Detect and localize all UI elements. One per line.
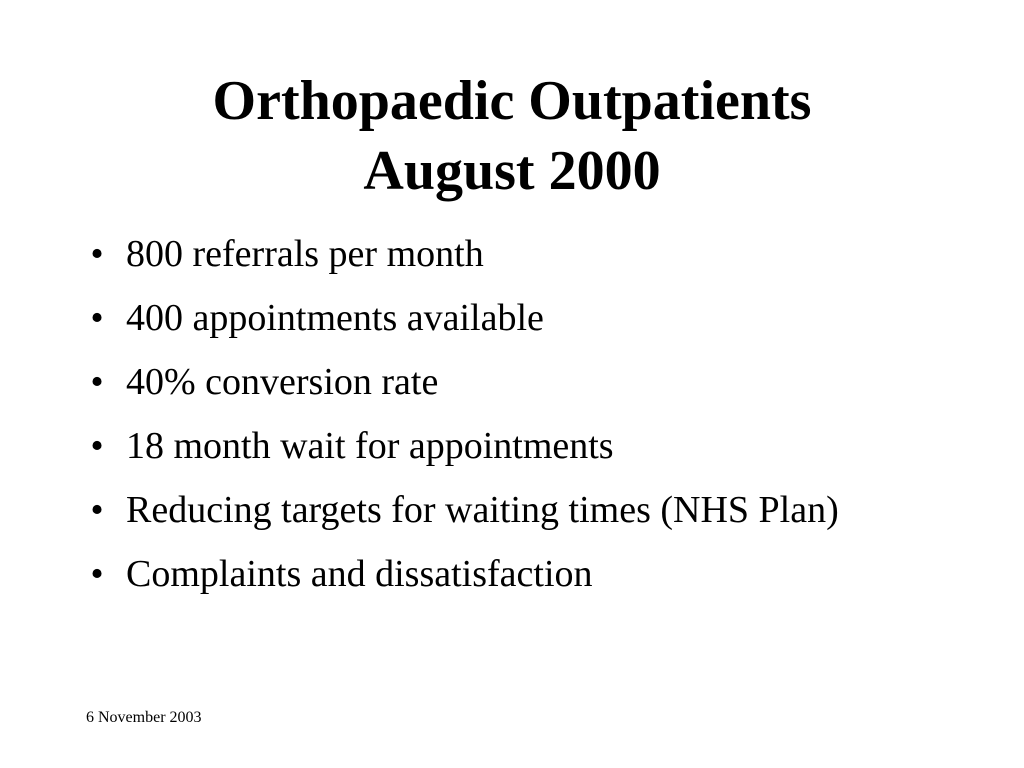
slide-title	[0, 66, 1024, 206]
bullet-text: Complaints and dissatisfaction	[126, 553, 593, 595]
bullet-list	[82, 228, 902, 612]
bullet-icon: •	[90, 233, 104, 275]
bullet-icon: •	[90, 489, 104, 531]
bullet-text: 800 referrals per month	[126, 233, 484, 275]
bullet-item	[82, 292, 902, 344]
slide-title-line-2: August 2000	[363, 140, 661, 202]
bullet-icon: •	[90, 553, 104, 595]
bullet-item	[82, 228, 902, 280]
bullet-icon: •	[90, 297, 104, 339]
bullet-icon: •	[90, 425, 104, 467]
bullet-text: 18 month wait for appointments	[126, 425, 614, 467]
slide-title-line-1: Orthopaedic Outpatients	[212, 70, 812, 132]
bullet-icon: •	[90, 361, 104, 403]
bullet-text: 400 appointments available	[126, 297, 544, 339]
bullet-item	[82, 548, 902, 600]
bullet-text: 40% conversion rate	[126, 361, 439, 403]
bullet-item	[82, 356, 902, 408]
bullet-item	[82, 420, 902, 472]
bullet-item	[82, 484, 902, 536]
bullet-text: Reducing targets for waiting times (NHS Plan)	[126, 489, 839, 531]
footer-date: 6 November 2003	[86, 709, 202, 726]
